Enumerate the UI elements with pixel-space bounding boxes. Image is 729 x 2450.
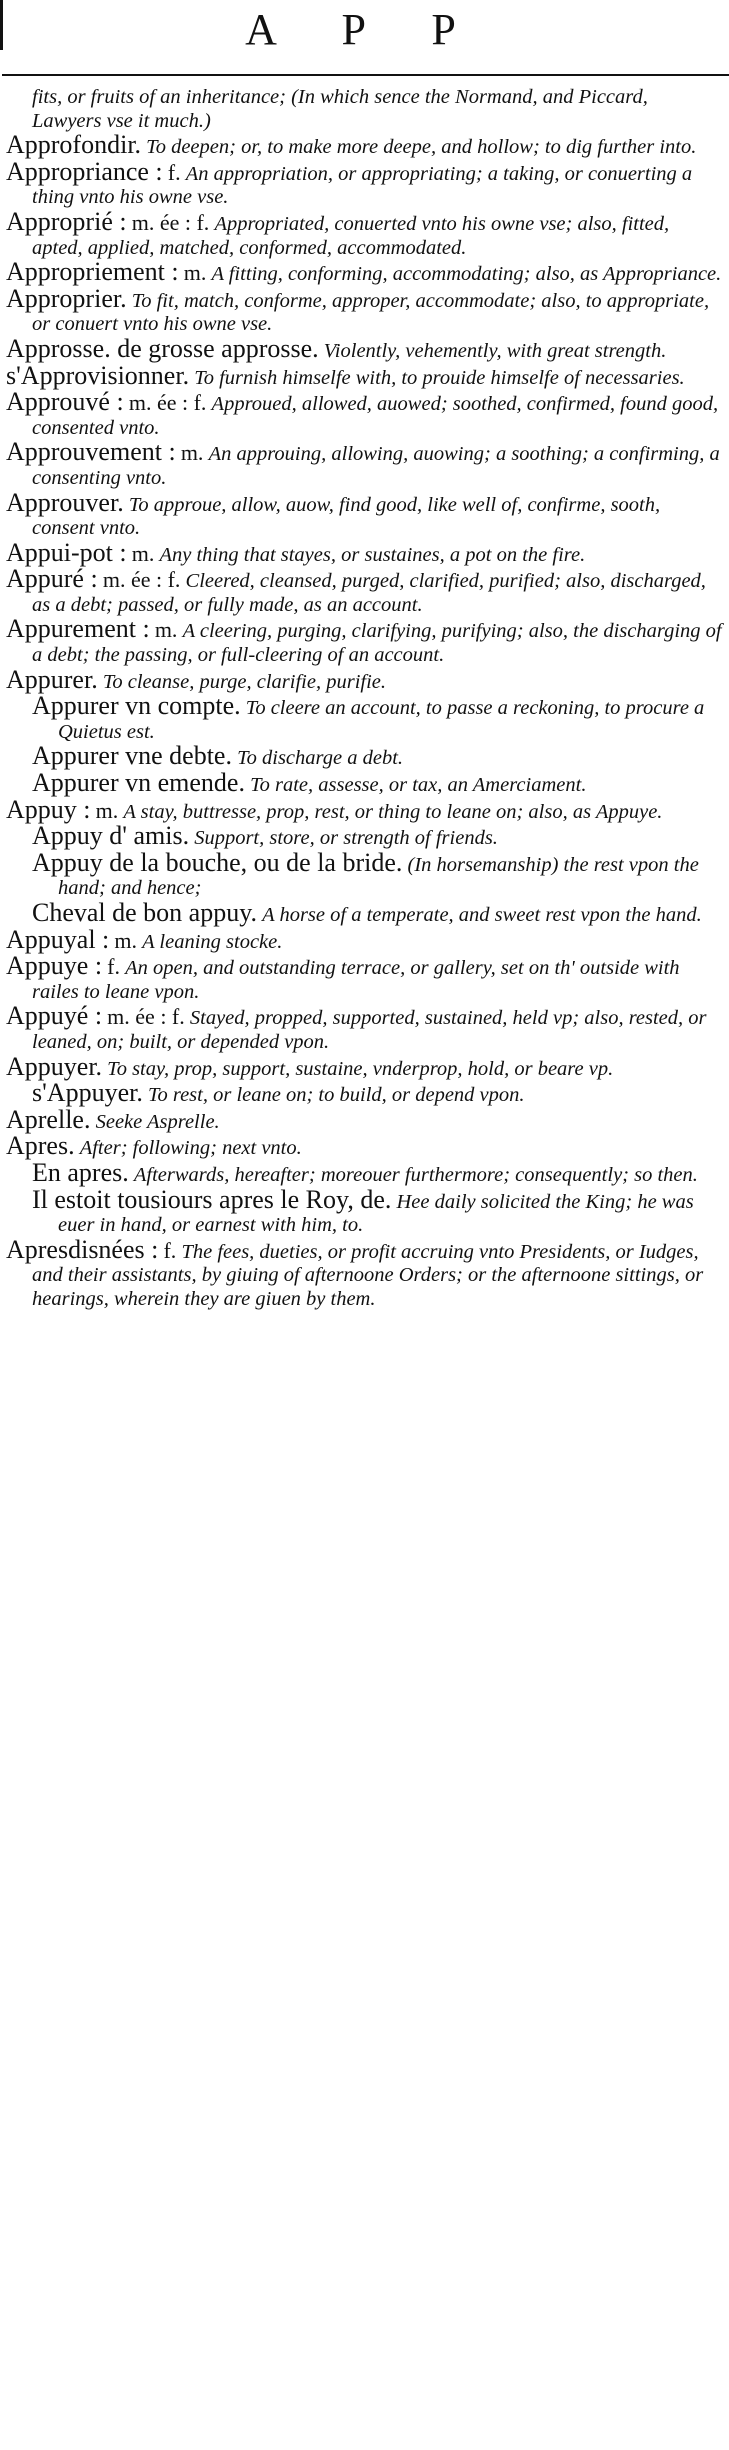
dictionary-entry xyxy=(6,437,722,490)
entry-headword: Apres. xyxy=(6,1131,75,1161)
dictionary-entry xyxy=(6,847,722,901)
entry-grammar: m. ée : f. xyxy=(102,567,181,593)
entry-definition: To deepen; or, to make more deepe, and hollow; to dig further into. xyxy=(146,136,697,159)
entry-definition: Cleered, cleansed, purged, clarified, purified; also, discharged, as a debt; passed, or fully made, as an account. xyxy=(32,570,706,616)
dictionary-entry xyxy=(6,768,722,798)
entry-definition: fits, or fruits of an inheritance; (In which sence the Normand, and Piccard, Lawyers vse it much.) xyxy=(32,86,648,132)
entry-headword: En apres. xyxy=(32,1157,129,1187)
entry-definition: Any thing that stayes, or sustaines, a pot on the fire. xyxy=(159,543,586,566)
entry-definition: To discharge a debt. xyxy=(237,747,404,770)
entry-grammar: m. xyxy=(114,927,138,953)
dictionary-entry xyxy=(6,206,722,260)
entry-headword: Cheval de bon appuy. xyxy=(32,898,258,927)
entry-headword: Appurer vn compte. xyxy=(32,691,241,721)
entry-definition: A stay, buttresse, prop, rest, or thing to leane on; also, as Appuye. xyxy=(123,800,663,823)
entry-headword: Approprier. xyxy=(6,283,127,313)
entry-grammar: m. xyxy=(154,617,178,643)
entry-grammar: f. xyxy=(107,954,120,980)
entry-headword: Approuvé : xyxy=(6,387,124,417)
dictionary-entry xyxy=(6,387,722,440)
entry-grammar: m. ée : f. xyxy=(128,390,207,416)
entry-headword: Appuyé : xyxy=(6,1001,103,1031)
entry-headword: Appuy de la bouche, ou de la bride. xyxy=(32,847,403,877)
entry-definition: An open, and outstanding terrace, or gallery, set on th' outside with railes to leane vpon. xyxy=(32,957,680,1003)
dictionary-entry xyxy=(6,1051,722,1082)
entry-list xyxy=(6,86,722,1312)
entry-headword: Appuy d' amis. xyxy=(32,821,190,851)
dictionary-entry xyxy=(6,156,722,210)
dictionary-entry xyxy=(6,664,722,695)
dictionary-entry xyxy=(6,691,722,744)
entry-definition: (In horsemanship) the rest vpon the hand; and hence; xyxy=(58,853,699,900)
dictionary-entry xyxy=(6,741,722,771)
dictionary-entry xyxy=(6,1131,722,1161)
dictionary-entry xyxy=(6,1157,722,1188)
entry-headword: Approsse. de grosse approsse. xyxy=(6,333,319,363)
entry-headword: Approprié : xyxy=(6,206,127,236)
dictionary-entry xyxy=(6,924,722,955)
entry-definition: To furnish himselfe with, to prouide himselfe of necessaries. xyxy=(194,366,685,389)
header-rule xyxy=(2,74,729,76)
dictionary-entry xyxy=(6,1234,722,1312)
entry-headword: Apresdisnées : xyxy=(6,1234,159,1264)
entry-definition: Afterwards, hereafter; moreouer furthermore; consequently; so then. xyxy=(133,1163,698,1186)
entry-headword: Appui-pot : xyxy=(6,537,127,567)
entry-definition: Approued, allowed, auowed; soothed, confirmed, found good, consented vnto. xyxy=(32,393,719,439)
entry-definition: To fit, match, conforme, approper, accommodate; also, to appropriate, or conuert vnto his owne vse. xyxy=(32,289,710,336)
entry-grammar: m. xyxy=(131,540,155,566)
entry-headword: Appuré : xyxy=(6,564,98,594)
entry-definition: Support, store, or strength of friends. xyxy=(194,827,498,850)
dictionary-entry xyxy=(6,257,722,287)
entry-headword: Appropriement : xyxy=(6,257,179,287)
entry-headword: Appurer vn emende. xyxy=(32,768,245,798)
dictionary-entry xyxy=(6,283,722,337)
entry-headword: Appurer. xyxy=(6,664,98,694)
entry-definition: To stay, prop, support, sustaine, vnderprop, hold, or beare vp. xyxy=(107,1057,614,1080)
dictionary-entry xyxy=(6,1104,722,1135)
entry-definition: To approue, allow, auow, find good, like well of, confirme, sooth, consent vnto. xyxy=(32,493,661,540)
entry-headword: Aprelle. xyxy=(6,1104,91,1134)
entry-headword: Appuyer. xyxy=(6,1051,103,1081)
entry-definition: After; following; next vnto. xyxy=(79,1137,302,1160)
entry-headword: Appurement : xyxy=(6,614,150,644)
entry-definition: To cleere an account, to passe a reckoning, to procure a Quietus est. xyxy=(58,697,705,743)
entry-grammar: m. xyxy=(183,260,207,286)
entry-definition: To rate, assesse, or tax, an Amerciament. xyxy=(250,774,587,797)
entry-headword: s'Appuyer. xyxy=(32,1078,143,1108)
entry-grammar: m. xyxy=(95,797,119,823)
dictionary-entry xyxy=(6,821,722,851)
entry-definition: Violently, vehemently, with great strength. xyxy=(323,339,667,362)
dictionary-entry xyxy=(6,333,722,364)
dictionary-entry xyxy=(6,951,722,1004)
entry-headword: Il estoit tousiours apres le Roy, de. xyxy=(32,1184,392,1214)
entry-grammar: f. xyxy=(163,1237,177,1263)
entry-headword: Appropriance : xyxy=(6,156,163,186)
entry-definition: Hee daily solicited the King; he was euer in hand, or earnest with him, to. xyxy=(58,1190,694,1237)
dictionary-entry xyxy=(6,794,722,825)
entry-headword: Appuy : xyxy=(6,794,91,824)
dictionary-entry xyxy=(6,898,722,928)
dictionary-entry xyxy=(6,537,722,568)
dictionary-entry xyxy=(6,564,722,617)
page-header: A P P xyxy=(245,5,484,54)
entry-definition: A cleering, purging, clarifying, purifying; also, the discharging of a debt; the passing, or full-cleering of an account. xyxy=(32,620,722,667)
dictionary-entry xyxy=(6,614,722,667)
entry-headword: Approfondir. xyxy=(6,130,142,160)
entry-grammar: m. ée : f. xyxy=(131,209,210,235)
dictionary-entry xyxy=(6,1184,722,1238)
entry-headword: Appuyal : xyxy=(6,924,110,954)
entry-definition: Seeke Asprelle. xyxy=(95,1110,220,1133)
entry-grammar: m. ée : f. xyxy=(107,1004,185,1030)
entry-definition: The fees, dueties, or profit accruing vnto Presidents, or Iudges, and their assistants, by giuing of afternoone Orders; or the afternoone sittings, or hearings, wherein they are giuen by them. xyxy=(32,1240,704,1310)
entry-definition: An approuing, allowing, auowing; a soothing; a confirming, a consenting vnto. xyxy=(32,443,720,489)
entry-definition: Stayed, propped, supported, sustained, held vp; also, rested, or leaned, on; built, or depended vpon. xyxy=(32,1007,707,1053)
entry-headword: Approuver. xyxy=(6,487,124,517)
dictionary-entry xyxy=(6,360,722,391)
dictionary-entry xyxy=(6,1078,722,1108)
entry-headword: Appurer vne debte. xyxy=(32,741,232,771)
entry-definition: A fitting, conforming, accommodating; also, as Appropriance. xyxy=(211,263,722,286)
dictionary-entry xyxy=(6,86,722,133)
entry-headword: Approuvement : xyxy=(6,437,176,467)
entry-headword: Appuye : xyxy=(6,951,103,981)
entry-grammar: f. xyxy=(167,159,181,185)
entry-headword: s'Approvisionner. xyxy=(6,360,190,390)
entry-definition: To rest, or leane on; to build, or depend vpon. xyxy=(147,1084,525,1107)
entry-grammar: m. xyxy=(180,440,204,466)
entry-definition: To cleanse, purge, clarifie, purifie. xyxy=(102,670,387,693)
entry-definition: An appropriation, or appropriating; a taking, or conuerting a thing vnto his owne vse. xyxy=(32,162,693,209)
dictionary-entry xyxy=(6,487,722,541)
dictionary-entry xyxy=(6,1001,722,1054)
entry-definition: A leaning stocke. xyxy=(142,930,283,953)
entry-definition: A horse of a temperate, and sweet rest vpon the hand. xyxy=(262,904,702,926)
entry-definition: Appropriated, conuerted vnto his owne vse; also, fitted, apted, applied, matched, conformed, accommodated. xyxy=(32,212,670,259)
dictionary-entry xyxy=(6,130,722,160)
